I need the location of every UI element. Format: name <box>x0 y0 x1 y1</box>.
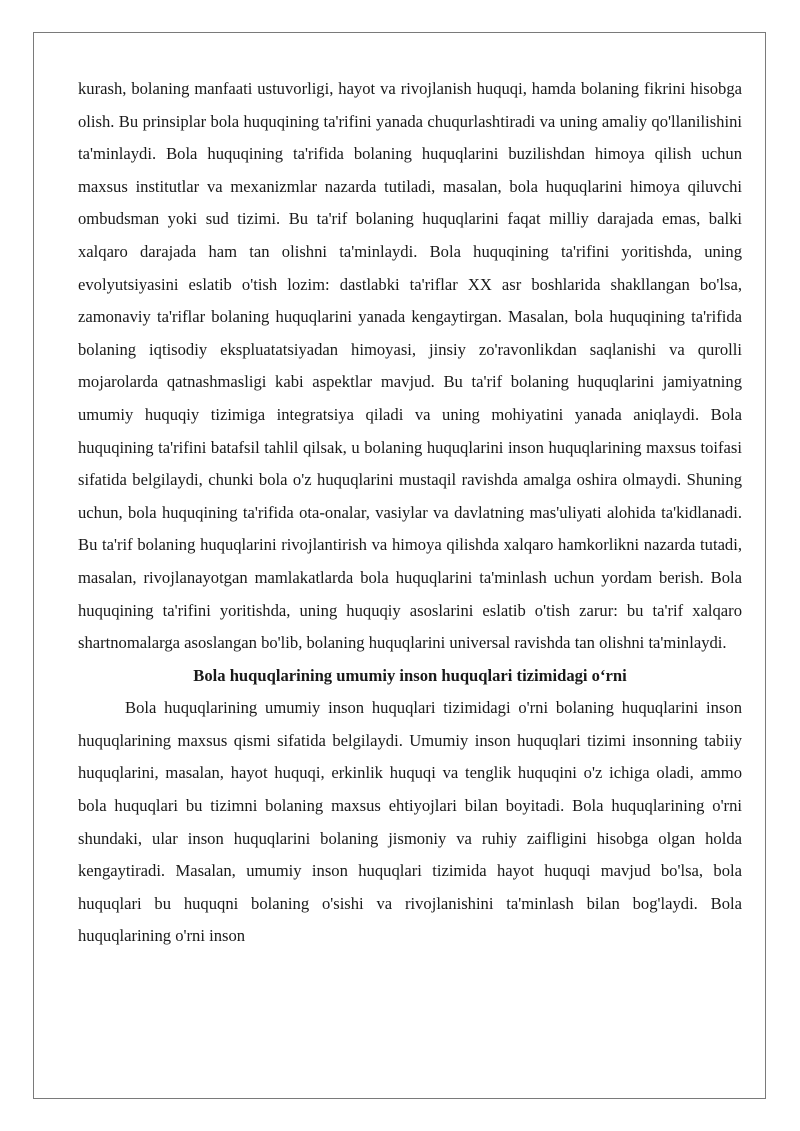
body-paragraph: kurash, bolaning manfaati ustuvorligi, hayot va rivojlanish huquqi, hamda bolaning fikrini hisobga olish. Bu prinsiplar bola huquqining ta'rifini yanada chuqurlashtiradi va uning amaliy qo'llanilishini ta'minlaydi. Bola huquqining ta'rifida bolaning huquqlarini buzilishdan himoya qilish uchun maxsus institutlar va mexanizmlar nazarda tutiladi, masalan, bola huquqlarini himoya qiluvchi ombudsman yoki sud tizimi. Bu ta'rif bolaning huquqlarini faqat milliy darajada emas, balki xalqaro darajada ham tan olishni ta'minlaydi. Bola huquqining ta'rifini yoritishda, uning evolyutsiyasini eslatib o'tish lozim: dastlabki ta'riflar XX asr boshlarida shakllangan bo'lsa, zamonaviy ta'riflar bolaning huquqlarini yanada kengaytirgan. Masalan, bola huquqining ta'rifida bolaning iqtisodiy ekspluatatsiyadan himoyasi, jinsiy zo'ravonlikdan saqlanishi va qurolli mojarolarda qatnashmasligi kabi aspektlar mavjud. Bu ta'rif bolaning huquqlarini jamiyatning umumiy huquqiy tizimiga integratsiya qiladi va uning mohiyatini yanada aniqlaydi. Bola huquqining ta'rifini batafsil tahlil qilsak, u bolaning huquqlarini inson huquqlarining maxsus toifasi sifatida belgilaydi, chunki bola o'z huquqlarini mustaqil ravishda amalga oshira olmaydi. Shuning uchun, bola huquqining ta'rifida ota-onalar, vasiylar va davlatning mas'uliyati alohida ta'kidlanadi. Bu ta'rif bolaning huquqlarini rivojlantirish va himoya qilishda xalqaro hamkorlikni nazarda tutadi, masalan, rivojlanayotgan mamlakatlarda bola huquqlarini ta'minlash uchun yordam berish. Bola huquqining ta'rifini yoritishda, uning huquqiy asoslarini eslatib o'tish zarur: bu ta'rif xalqaro shartnomalarga asoslangan bo'lib, bolaning huquqlarini universal ravishda tan olishni ta'minlaydi. <box>78 79 742 653</box>
section-heading: Bola huquqlarining umumiy inson huquqlari tizimidagi o‘rni <box>193 665 627 685</box>
document-body <box>78 73 742 953</box>
body-paragraph: Bola huquqlarining umumiy inson huquqlari tizimidagi o'rni bolaning huquqlarini inson huquqlarining maxsus qismi sifatida belgilaydi. Umumiy inson huquqlari tizimi insonning tabiiy huquqlarini, masalan, hayot huquqi, erkinlik huquqi va tenglik huquqini o'z ichiga oladi, ammo bola huquqlari bu tizimni bolaning maxsus ehtiyojlari bilan boyitadi. Bola huquqlarining o'rni shundaki, ular inson huquqlarini bolaning jismoniy va ruhiy zaifligini hisobga olgan holda kengaytiradi. Masalan, umumiy inson huquqlari tizimida hayot huquqi mavjud bo'lsa, bola huquqlari bu huquqni bolaning o'sishi va rivojlanishini ta'minlash bilan bog'laydi. Bola huquqlarining o'rni inson <box>78 698 742 946</box>
